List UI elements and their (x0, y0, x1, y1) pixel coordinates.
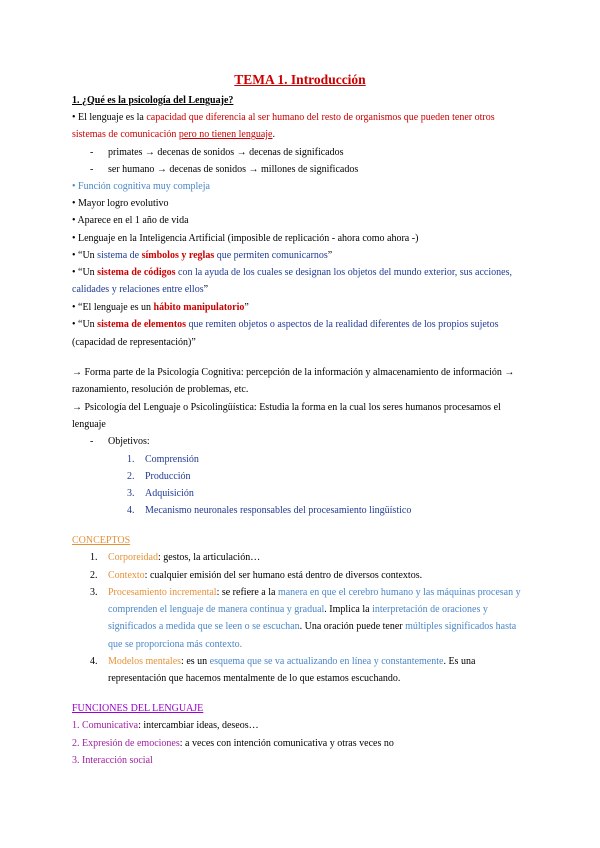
dash-item (90, 163, 359, 176)
dash-marker: - (90, 164, 94, 175)
paragraph-line (108, 603, 488, 616)
highlight-text: pero no tienen lenguaje (178, 129, 273, 140)
text-run: • “Un (72, 319, 98, 330)
concept-term: Corporeidad (108, 552, 158, 563)
function-term: 1. Comunicativa (72, 720, 139, 731)
text-run: ser humano → decenas de sonidos → millones de significados (108, 164, 359, 175)
concept-item (90, 586, 521, 599)
paragraph-line: representación que hacemos mentalmente de lo que estamos escuchando. (108, 673, 401, 684)
text-run: calidades y relaciones entre ellos (72, 284, 204, 295)
section-heading: 1. ¿Qué es la psicología del Lenguaje? (72, 95, 234, 106)
text-run: • “Un (72, 250, 98, 261)
text-run: manera en que el cerebro humano y las máquinas procesan y (277, 587, 521, 598)
text-run: ” (327, 250, 333, 261)
text-run: interpretación de oraciones y (372, 604, 488, 615)
highlight-text: sistema de elementos (97, 319, 187, 330)
text-run: esquema que se va actualizando en línea y constantemente (209, 656, 444, 667)
text-run: : gestos, la articulación… (158, 552, 261, 563)
concept-item (90, 551, 261, 564)
concept-term: Modelos mentales (108, 656, 182, 667)
list-number: 1. (127, 454, 135, 465)
text-run: significados a medida que se leen o se escuchan (108, 621, 300, 632)
list-number: 2. (90, 570, 98, 581)
objective-item (127, 487, 194, 500)
paragraph-line (108, 620, 516, 633)
highlight-text: sistema de códigos (97, 267, 176, 278)
concept-term: Contexto (108, 570, 145, 581)
bullet-item: • Aparece en el 1 año de vida (72, 215, 189, 226)
text-run: • “El lenguaje es un (72, 302, 154, 313)
paragraph-line: que se proporciona más contexto. (108, 639, 243, 650)
highlight-text: capacidad que diferencia al ser humano del resto de organismos que pueden tener otros (146, 112, 495, 123)
text-run: . Implica la (324, 604, 373, 615)
dash-marker: - (90, 147, 94, 158)
function-item: 3. Interacción social (72, 755, 153, 766)
list-number: 2. (127, 471, 135, 482)
text-run: Producción (145, 471, 191, 482)
text-run: múltiples significados hasta (405, 621, 517, 632)
text-run: que permiten comunicarnos (214, 250, 328, 261)
text-run: sistema de (97, 250, 142, 261)
bullet-item: • Lenguaje en la Inteligencia Artificial (imposible de replicación - ahora como ahora -) (72, 233, 419, 244)
list-number: 4. (90, 656, 98, 667)
highlight-text: hábito manipulatorio (153, 302, 245, 313)
section-heading: FUNCIONES DEL LENGUAJE (72, 703, 204, 714)
bullet-item: • Función cognitiva muy compleja (72, 181, 210, 192)
paragraph-line: (capacidad de representación)” (72, 337, 196, 348)
text-run: : intercambiar ideas, deseos… (138, 720, 259, 731)
text-run: Adquisición (145, 488, 194, 499)
dash-marker: - (90, 436, 94, 447)
text-run: ” (203, 284, 209, 295)
text-run: Objetivos: (108, 436, 150, 447)
list-number: 3. (127, 488, 135, 499)
objective-item (127, 504, 412, 517)
text-run: : cualquier emisión del ser humano está dentro de diversos contextos. (144, 570, 423, 581)
list-number: 1. (90, 552, 98, 563)
page-title: TEMA 1. Introducción (234, 72, 366, 87)
list-number: 4. (127, 505, 135, 516)
paragraph-line: → Forma parte de la Psicología Cognitiva: percepción de la información y almacenamiento de información → (72, 367, 515, 378)
concept-item (90, 569, 423, 582)
bullet-item (72, 301, 249, 314)
function-term: 2. Expresión de emociones (72, 738, 180, 749)
function-item (72, 737, 394, 750)
paragraph-line (72, 128, 275, 141)
bullet-item (72, 249, 332, 262)
text-run: que remiten objetos o aspectos de la realidad diferentes de los propios sujetos (186, 319, 499, 330)
text-run: comprenden el lenguaje de manera continua y gradual (108, 604, 325, 615)
text-run: : a veces con intención comunicativa y otras veces no (179, 738, 394, 749)
text-run: con la ayuda de los cuales se designan los objetos del mundo exterior, sus acciones, (175, 267, 512, 278)
text-run: ” (244, 302, 249, 313)
text-run: Comprensión (145, 454, 199, 465)
text-run: Mecanismo neuronales responsables del procesamiento lingüístico (145, 505, 412, 516)
dash-item (90, 146, 344, 159)
bullet-item (72, 266, 512, 279)
text-run: • El lenguaje es la (72, 112, 147, 123)
objective-item (127, 453, 199, 466)
text-run: primates → decenas de sonidos → decenas de significados (108, 147, 344, 158)
objective-item (127, 470, 191, 483)
text-run: • “Un (72, 267, 98, 278)
bullet-item (72, 318, 498, 331)
concept-term: Procesamiento incremental (108, 587, 217, 598)
paragraph-line: lenguaje (72, 419, 106, 430)
text-run: : es un (181, 656, 210, 667)
function-item (72, 719, 259, 732)
text-run: . Una oración puede tener (299, 621, 406, 632)
text-run: . (272, 129, 275, 140)
paragraph-line: razonamiento, resolución de problemas, etc. (72, 384, 249, 395)
text-run: : se refiere a la (216, 587, 278, 598)
bullet-item: • Mayor logro evolutivo (72, 198, 169, 209)
text-run: . Es una (443, 656, 476, 667)
highlight-text: sistemas de comunicación (72, 129, 179, 140)
paragraph-line (72, 283, 208, 296)
paragraph-line: → Psicología del Lenguaje o Psicolingüística: Estudia la forma en la cual los seres humanos procesamos el (72, 402, 501, 413)
list-number: 3. (90, 587, 98, 598)
paragraph-line (72, 111, 495, 124)
section-heading: CONCEPTOS (72, 535, 131, 546)
highlight-text: símbolos y reglas (141, 250, 215, 261)
objetivos-label (90, 435, 150, 448)
concept-item (90, 655, 476, 668)
